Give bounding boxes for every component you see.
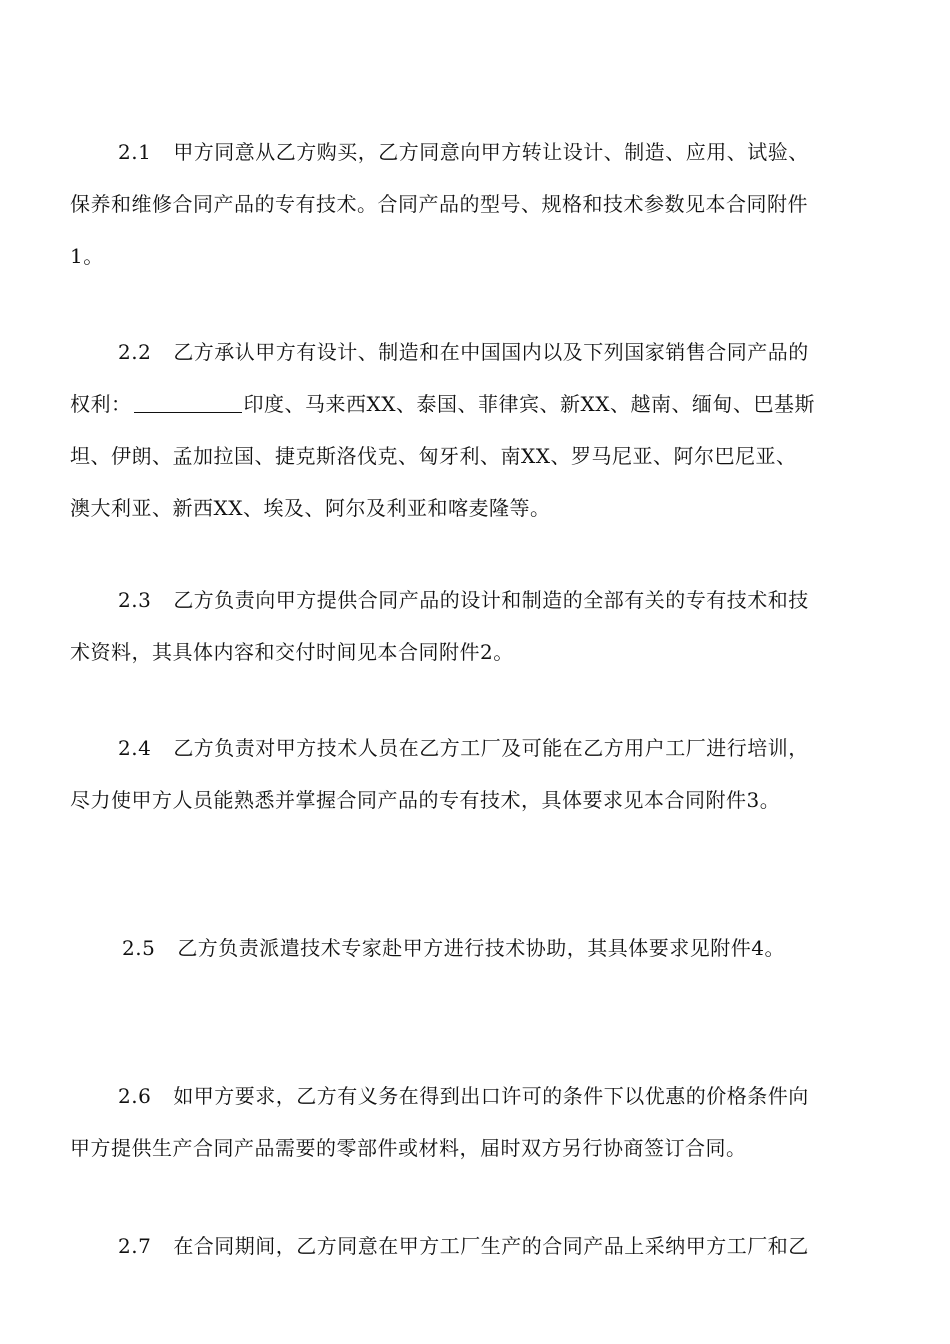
clause-number: 2.7 (118, 1234, 152, 1258)
clause-text: 乙方负责派遣技术专家赴甲方进行技术协助，其具体要求见附件4。 (177, 936, 786, 960)
clause-number: 2.2 (118, 340, 152, 364)
clause-text: 乙方负责对甲方技术人员在乙方工厂及可能在乙方用户工厂进行培训， (173, 736, 809, 760)
clause-2-3 (70, 574, 890, 678)
clause-text: 如甲方要求，乙方有义务在得到出口许可的条件下以优惠的价格条件向 (173, 1084, 809, 1108)
clause-line: 尽力使甲方人员能熟悉并掌握合同产品的专有技术，具体要求见本合同附件3。 (70, 788, 781, 812)
clause-number: 2.1 (118, 140, 152, 164)
clause-line (70, 126, 890, 178)
clause-line (70, 922, 890, 974)
clause-text: 甲方同意从乙方购买，乙方同意向甲方转让设计、制造、应用、试验、 (173, 140, 809, 164)
clause-2-5 (70, 922, 890, 974)
clause-2-7 (70, 1220, 890, 1272)
clause-2-4 (70, 722, 890, 826)
clause-text: 乙方负责向甲方提供合同产品的设计和制造的全部有关的专有技术和技 (173, 588, 809, 612)
clause-number: 2.4 (118, 736, 152, 760)
clause-line (70, 722, 890, 774)
clause-line (70, 326, 890, 378)
clause-line: 甲方提供生产合同产品需要的零部件或材料，届时双方另行协商签订合同。 (70, 1136, 747, 1160)
clause-line (70, 1070, 890, 1122)
clause-number: 2.3 (118, 588, 152, 612)
clause-text: 在合同期间，乙方同意在甲方工厂生产的合同产品上采纳甲方工厂和乙 (173, 1234, 809, 1258)
clause-2-6 (70, 1070, 890, 1174)
clause-line: 术资料，其具体内容和交付时间见本合同附件2。 (70, 640, 514, 664)
clause-line: 保养和维修合同产品的专有技术。合同产品的型号、规格和技术参数见本合同附件 (70, 192, 808, 216)
clause-line: 1。 (70, 244, 104, 268)
clause-text: 印度、马来西XX、泰国、菲律宾、新XX、越南、缅甸、巴基斯 (243, 392, 815, 416)
clause-text: 权利： (70, 392, 132, 416)
clause-text: 乙方承认甲方有设计、制造和在中国国内以及下列国家销售合同产品的 (173, 340, 809, 364)
clause-2-2 (70, 326, 890, 534)
clause-line (70, 574, 890, 626)
clause-2-1 (70, 126, 890, 282)
clause-number: 2.6 (118, 1084, 152, 1108)
clause-line (70, 1220, 890, 1272)
clause-line: 坦、伊朗、孟加拉国、捷克斯洛伐克、匈牙利、南XX、罗马尼亚、阿尔巴尼亚、 (70, 444, 797, 468)
clause-line: 澳大利亚、新西XX、埃及、阿尔及利亚和喀麦隆等。 (70, 496, 551, 520)
clause-number: 2.5 (122, 936, 156, 960)
clause-line (70, 378, 890, 430)
fill-in-blank (134, 390, 242, 413)
